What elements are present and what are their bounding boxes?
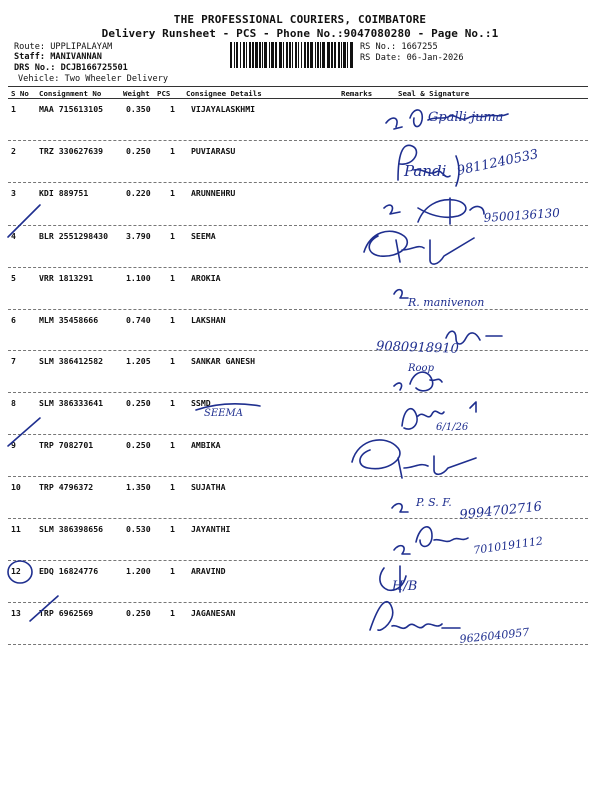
row-pcs: 1 bbox=[170, 440, 175, 450]
row-consignment: VRR 1813291 bbox=[39, 273, 94, 283]
row-consignee: VIJAYALASKHMI bbox=[191, 104, 256, 114]
row-weight: 0.350 bbox=[126, 104, 151, 114]
row-sno: 13 bbox=[11, 608, 21, 618]
row-consignee: SANKAR GANESH bbox=[191, 356, 256, 366]
barcode-bar bbox=[301, 42, 302, 68]
barcode-bar bbox=[271, 42, 274, 68]
row-divider bbox=[8, 309, 588, 310]
drs-label: DRS No.: bbox=[14, 63, 56, 73]
row-divider bbox=[8, 602, 588, 603]
row-divider bbox=[8, 434, 588, 435]
row-weight: 0.250 bbox=[126, 398, 151, 408]
row-consignment: TRP 4796372 bbox=[39, 482, 94, 492]
row11-phone-text: 7010191112 bbox=[472, 534, 544, 557]
col-remarks-header: Remarks bbox=[341, 89, 373, 98]
barcode-bar bbox=[317, 42, 319, 68]
route-label: Route: bbox=[14, 42, 46, 52]
row-consignee: SSMD bbox=[191, 398, 211, 408]
row-consignment: TRP 7082701 bbox=[39, 440, 94, 450]
barcode-bar bbox=[243, 42, 245, 68]
row-pcs: 1 bbox=[170, 188, 175, 198]
barcode-bar bbox=[236, 42, 238, 68]
row10-phone-text: 9994702716 bbox=[458, 499, 543, 523]
row-weight: 1.100 bbox=[126, 273, 151, 283]
col-consignee-header: Consignee Details bbox=[186, 89, 262, 98]
row-sno: 1 bbox=[11, 104, 16, 114]
row-divider bbox=[8, 225, 588, 226]
row-weight: 0.250 bbox=[126, 146, 151, 156]
row6-phone-text: 9080918910 bbox=[375, 339, 460, 357]
drs-line bbox=[14, 63, 128, 73]
row-pcs: 1 bbox=[170, 231, 175, 241]
col-consignment-header: Consignment No bbox=[39, 89, 102, 98]
barcode-bar bbox=[304, 42, 306, 68]
row-divider bbox=[8, 518, 588, 519]
row-sno: 9 bbox=[11, 440, 16, 450]
row-sno: 12 bbox=[11, 566, 21, 576]
row-pcs: 1 bbox=[170, 482, 175, 492]
barcode-bar bbox=[298, 42, 299, 68]
row-pcs: 1 bbox=[170, 356, 175, 366]
row-divider bbox=[8, 182, 588, 183]
rs-date-label: RS Date: bbox=[360, 53, 402, 63]
barcode-bar bbox=[275, 42, 277, 68]
col-sno-header: S No bbox=[11, 89, 29, 98]
row-weight: 1.205 bbox=[126, 356, 151, 366]
row-pcs: 1 bbox=[170, 315, 175, 325]
barcode-bar bbox=[334, 42, 336, 68]
row-sno: 7 bbox=[11, 356, 16, 366]
barcode-bar bbox=[350, 42, 353, 68]
runsheet-subtitle: Delivery Runsheet - PCS - Phone No.:9047080280 - Page No.:1 bbox=[101, 27, 499, 40]
drs-value: DCJB166725501 bbox=[60, 63, 128, 73]
barcode-bar bbox=[262, 42, 263, 68]
row1-signature-text: Gpalli juma bbox=[428, 110, 504, 125]
route-value: UPPLIPALAYAM bbox=[50, 42, 113, 52]
row-sno: 10 bbox=[11, 482, 21, 492]
row-divider bbox=[8, 267, 588, 268]
row-consignee: JAYANTHI bbox=[191, 524, 231, 534]
row-consignee: LAKSHAN bbox=[191, 315, 226, 325]
rs-no-value: 1667255 bbox=[401, 42, 438, 52]
row-consignment: TRP 6962569 bbox=[39, 608, 94, 618]
vehicle-label: Vehicle: bbox=[18, 74, 60, 84]
row-consignment: MLM 35458666 bbox=[39, 315, 99, 325]
row-divider bbox=[8, 392, 588, 393]
barcode-bar bbox=[252, 42, 254, 68]
vehicle-value: Two Wheeler Delivery bbox=[64, 74, 169, 84]
row-consignment: MAA 715613105 bbox=[39, 104, 104, 114]
rs-date-value: 06-Jan-2026 bbox=[406, 53, 464, 63]
row-pcs: 1 bbox=[170, 273, 175, 283]
staff-value: MANIVANNAN bbox=[50, 52, 102, 62]
row-sno: 2 bbox=[11, 146, 16, 156]
barcode-bar bbox=[255, 42, 258, 68]
row-consignee: AMBIKA bbox=[191, 440, 221, 450]
barcode-bar bbox=[249, 42, 251, 68]
row-consignee: SUJATHA bbox=[191, 482, 226, 492]
header-bottom-rule bbox=[8, 98, 588, 99]
barcode-bar bbox=[347, 42, 348, 68]
row-consignment: KDI 889751 bbox=[39, 188, 89, 198]
row-consignment: EDQ 16824776 bbox=[39, 566, 99, 576]
row13-phone-text: 9626040957 bbox=[458, 625, 530, 646]
barcode-bar bbox=[322, 42, 325, 68]
row-consignment: BLR 2551298430 bbox=[39, 231, 109, 241]
rs-no-line bbox=[360, 42, 438, 52]
row-weight: 0.220 bbox=[126, 188, 151, 198]
col-seal-header: Seal & Signature bbox=[398, 89, 470, 98]
barcode-bar bbox=[331, 42, 333, 68]
row2-name-text: Pandi bbox=[404, 162, 447, 180]
row-divider bbox=[8, 350, 588, 351]
row-sno: 8 bbox=[11, 398, 16, 408]
row-consignee: ARAVIND bbox=[191, 566, 226, 576]
row-sno: 6 bbox=[11, 315, 16, 325]
rs-date-line bbox=[360, 53, 464, 63]
staff-label: Staff: bbox=[14, 52, 46, 62]
barcode-bar bbox=[246, 42, 247, 68]
row-consignee: AROKIA bbox=[191, 273, 221, 283]
barcode-bar bbox=[341, 42, 342, 68]
row-pcs: 1 bbox=[170, 608, 175, 618]
row-divider bbox=[8, 476, 588, 477]
route-line bbox=[14, 42, 112, 52]
vehicle-line bbox=[18, 74, 168, 84]
row12-note-text: H/B bbox=[392, 579, 418, 594]
barcode-bar bbox=[292, 42, 293, 68]
row-pcs: 1 bbox=[170, 104, 175, 114]
col-weight-header: Weight bbox=[123, 89, 150, 98]
row-divider bbox=[8, 644, 588, 645]
company-title: THE PROFESSIONAL COURIERS, COIMBATORE bbox=[173, 13, 427, 26]
row-weight: 1.350 bbox=[126, 482, 151, 492]
barcode-bar bbox=[283, 42, 284, 68]
row8-name-note-text: SEEMA bbox=[204, 408, 243, 419]
row-sno: 5 bbox=[11, 273, 16, 283]
rs-no-label: RS No.: bbox=[360, 42, 397, 52]
row-consignment: SLM 386412582 bbox=[39, 356, 104, 366]
row-weight: 1.200 bbox=[126, 566, 151, 576]
barcode-bar bbox=[315, 42, 316, 68]
barcode-bar bbox=[307, 42, 309, 68]
barcode-bar bbox=[327, 42, 330, 68]
staff-line bbox=[14, 52, 102, 62]
header-top-rule bbox=[8, 86, 588, 87]
barcode-bar bbox=[230, 42, 232, 68]
barcode-bar bbox=[264, 42, 267, 68]
row-divider bbox=[8, 140, 588, 141]
barcode-bar bbox=[289, 42, 291, 68]
barcode-bar bbox=[279, 42, 282, 68]
col-pcs-header: PCS bbox=[157, 89, 171, 98]
barcode-bar bbox=[343, 42, 346, 68]
row-pcs: 1 bbox=[170, 524, 175, 534]
row-pcs: 1 bbox=[170, 146, 175, 156]
barcode-bar bbox=[320, 42, 321, 68]
row-pcs: 1 bbox=[170, 398, 175, 408]
row-weight: 0.530 bbox=[126, 524, 151, 534]
row-sno: 11 bbox=[11, 524, 21, 534]
barcode-bar bbox=[286, 42, 288, 68]
barcode-bar bbox=[310, 42, 313, 68]
row-consignee: SEEMA bbox=[191, 231, 216, 241]
barcode-bar bbox=[259, 42, 261, 68]
row-sno: 4 bbox=[11, 231, 16, 241]
row7-note-text: Roop bbox=[408, 363, 434, 374]
row-sno: 3 bbox=[11, 188, 16, 198]
table-row bbox=[0, 188, 600, 230]
row-consignment: SLM 386398656 bbox=[39, 524, 104, 534]
row-consignee: ARUNNEHRU bbox=[191, 188, 236, 198]
row8-date-text: 6/1/26 bbox=[436, 422, 469, 433]
row-consignment: TRZ 330627639 bbox=[39, 146, 104, 156]
row-weight: 3.790 bbox=[126, 231, 151, 241]
row-consignee: PUVIARASU bbox=[191, 146, 236, 156]
row-weight: 0.250 bbox=[126, 440, 151, 450]
row-weight: 0.740 bbox=[126, 315, 151, 325]
row-pcs: 1 bbox=[170, 566, 175, 576]
row2-phone-text: 9811240533 bbox=[455, 147, 540, 179]
barcode-bar bbox=[269, 42, 270, 68]
barcode-bar bbox=[240, 42, 241, 68]
barcode-image bbox=[230, 42, 356, 68]
row6-name-text: R. manivenon bbox=[408, 296, 485, 309]
row-consignee: JAGANESAN bbox=[191, 608, 236, 618]
row3-phone-text: 9500136130 bbox=[483, 205, 561, 225]
row-weight: 0.250 bbox=[126, 608, 151, 618]
barcode-bar bbox=[338, 42, 340, 68]
row-divider bbox=[8, 560, 588, 561]
row10-name-text: P. S. F. bbox=[416, 496, 452, 509]
barcode-bar bbox=[295, 42, 297, 68]
barcode-bar bbox=[234, 42, 235, 68]
row-consignment: SLM 386333641 bbox=[39, 398, 104, 408]
